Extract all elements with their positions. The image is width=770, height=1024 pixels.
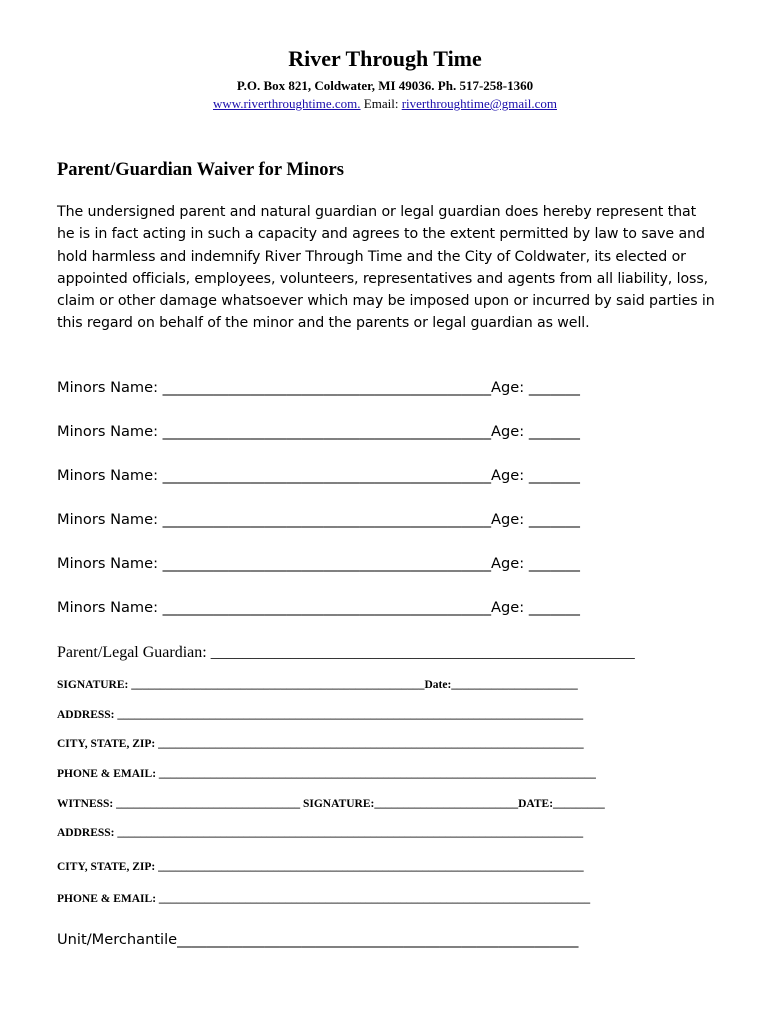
section-title: Parent/Guardian Waiver for Minors — [57, 160, 344, 180]
phone-email-line-1[interactable]: PHONE & EMAIL: ____________________________________________________________________________ — [57, 768, 596, 780]
minor-name-line-5[interactable]: Minors Name: _____________________________________________Age: _______ — [57, 555, 580, 572]
city-state-zip-line-1[interactable]: CITY, STATE, ZIP: __________________________________________________________________________ — [57, 738, 584, 750]
signature-line[interactable]: SIGNATURE: ___________________________________________________Date:______________________ — [57, 679, 578, 691]
website-link[interactable]: www.riverthroughtime.com. — [212, 96, 361, 111]
minor-name-line-2[interactable]: Minors Name: _____________________________________________Age: _______ — [57, 423, 580, 440]
witness-line[interactable]: WITNESS: ________________________________ SIGNATURE:_________________________DATE:_________ — [57, 798, 605, 810]
minor-name-line-6[interactable]: Minors Name: _____________________________________________Age: _______ — [57, 599, 580, 616]
address-line-1[interactable]: ADDRESS: _________________________________________________________________________________ — [57, 709, 584, 721]
unit-merchantile-line[interactable]: Unit/Merchantile_______________________________________________________ — [57, 931, 579, 948]
email-label: Email: — [363, 96, 399, 111]
document-title: River Through Time — [288, 46, 482, 71]
minor-name-line-4[interactable]: Minors Name: _____________________________________________Age: _______ — [57, 511, 580, 528]
minor-name-line-3[interactable]: Minors Name: _____________________________________________Age: _______ — [57, 467, 580, 484]
waiver-paragraph: The undersigned parent and natural guardian or legal guardian does hereby represent that he is in fact acting in such a capacity and agrees to the extent permitted by law to save and hold harmless and indemnify River Through Time and the City of Coldwater, its elected or appointed officials, employees, volunteers, representatives and agents from all liability, loss, claim or other damage whatsoever which may be imposed upon or incurred by said parties in this regard on behalf of the minor and the parents or legal guardian as well. — [57, 204, 715, 332]
minor-name-line-1[interactable]: Minors Name: _____________________________________________Age: _______ — [57, 379, 580, 396]
contact-line — [0, 96, 770, 112]
address-line-2[interactable]: ADDRESS: _________________________________________________________________________________ — [57, 827, 584, 839]
phone-email-line-2[interactable]: PHONE & EMAIL: ___________________________________________________________________________ — [57, 893, 591, 905]
city-state-zip-line-2[interactable]: CITY, STATE, ZIP: __________________________________________________________________________ — [57, 861, 584, 873]
email-link[interactable]: riverthroughtime@gmail.com — [401, 96, 557, 111]
guardian-name-line[interactable]: Parent/Legal Guardian: _____________________________________________________ — [57, 644, 635, 661]
address-line: P.O. Box 821, Coldwater, MI 49036. Ph. 517-258-1360 — [236, 78, 534, 93]
